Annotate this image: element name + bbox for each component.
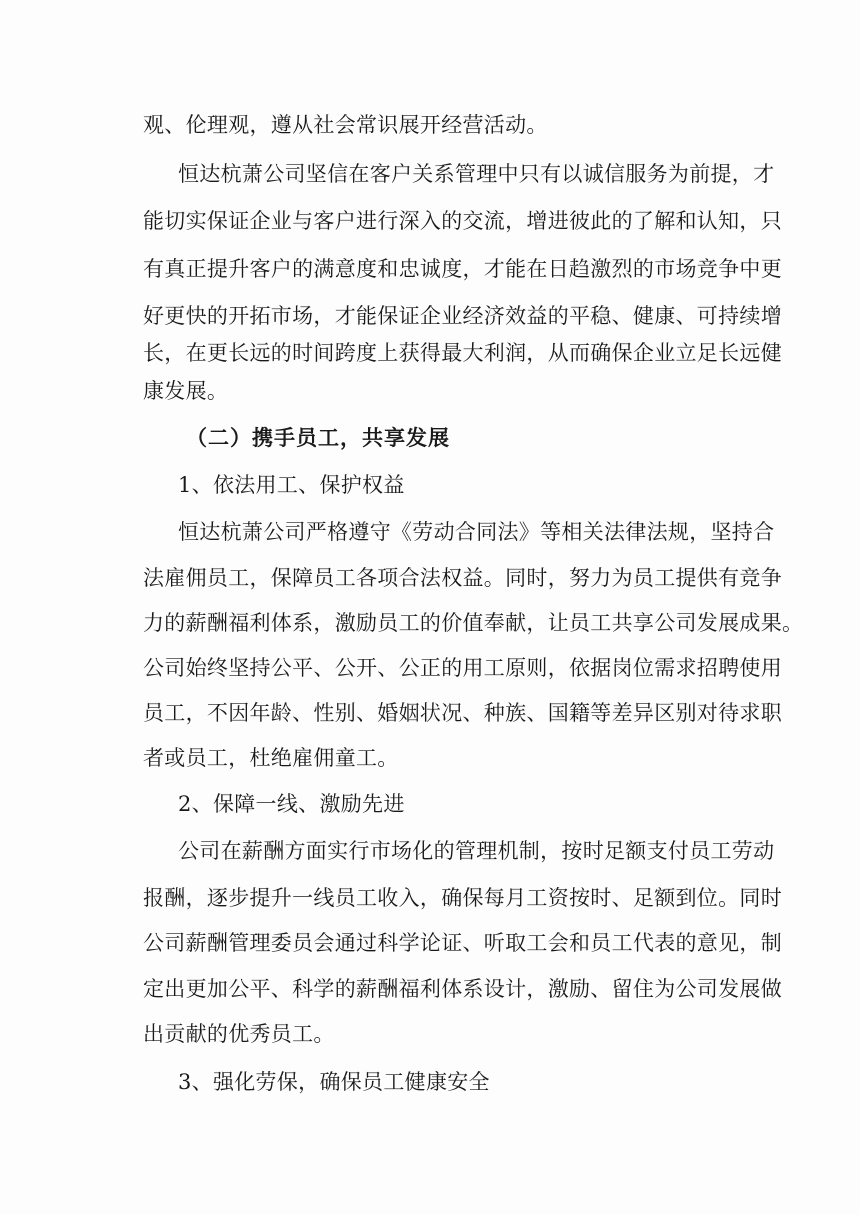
- paragraph-line: 恒达杭萧公司严格遵守《劳动合同法》等相关法律法规，坚持合: [178, 520, 775, 544]
- paragraph-line: 有真正提升客户的满意度和忠诚度，才能在日趋激烈的市场竞争中更: [143, 257, 782, 281]
- paragraph-line: 公司在薪酬方面实行市场化的管理机制，按时足额支付员工劳动: [178, 839, 775, 863]
- paragraph-line: 出贡献的优秀员工。: [143, 1022, 335, 1046]
- paragraph-line: 观、伦理观，遵从社会常识展开经营活动。: [143, 113, 548, 137]
- paragraph-line: 定出更加公平、科学的薪酬福利体系设计，激励、留住为公司发展做: [143, 977, 782, 1001]
- paragraph-line: 能切实保证企业与客户进行深入的交流，增进彼此的了解和认知，只: [143, 209, 782, 233]
- section-heading: （二）携手员工，共享发展: [186, 425, 450, 450]
- paragraph-line: 报酬，逐步提升一线员工收入，确保每月工资按时、足额到位。同时: [143, 886, 782, 910]
- subsection-title: 3、强化劳保，确保员工健康安全: [178, 1070, 490, 1094]
- paragraph-line: 公司始终坚持公平、公开、公正的用工原则，依据岗位需求招聘使用: [143, 656, 782, 680]
- subsection-title: 1、依法用工、保护权益: [178, 473, 405, 497]
- subsection-title: 2、保障一线、激励先进: [178, 792, 405, 816]
- paragraph-line: 法雇佣员工，保障员工各项合法权益。同时，努力为员工提供有竞争: [143, 566, 782, 590]
- paragraph-line: 恒达杭萧公司坚信在客户关系管理中只有以诚信服务为前提，才: [178, 162, 775, 186]
- paragraph-line: 员工，不因年龄、性别、婚姻状况、种族、国籍等差异区别对待求职: [143, 701, 782, 725]
- paragraph-line: 好更快的开拓市场，才能保证企业经济效益的平稳、健康、可持续增: [143, 304, 782, 328]
- paragraph-line: 康发展。: [143, 379, 229, 403]
- paragraph-line: 者或员工，杜绝雇佣童工。: [143, 746, 399, 770]
- paragraph-line: 长，在更长远的时间跨度上获得最大利润，从而确保企业立足长远健: [143, 341, 782, 365]
- paragraph-line: 公司薪酬管理委员会通过科学论证、听取工会和员工代表的意见，制: [143, 931, 782, 955]
- paragraph-line: 力的薪酬福利体系，激励员工的价值奉献，让员工共享公司发展成果。: [143, 611, 804, 635]
